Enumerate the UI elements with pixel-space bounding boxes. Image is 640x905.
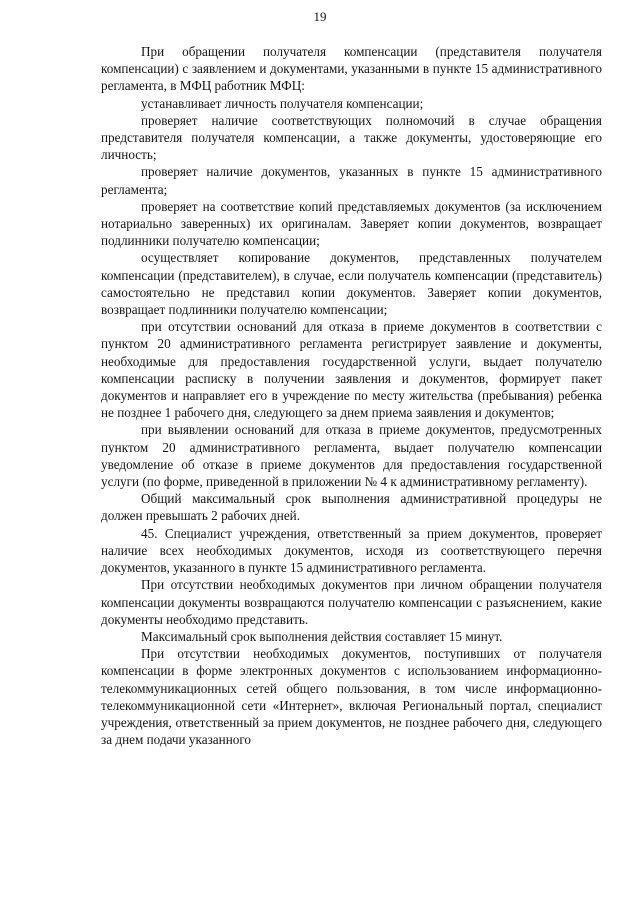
paragraph-12: Максимальный срок выполнения действия составляет 15 минут. (141, 628, 503, 644)
paragraph-2: устанавливает личность получателя компенсации; (141, 95, 424, 111)
document-body (101, 43, 602, 748)
paragraph-1: При обращении получателя компенсации (представителя получателя компенсации) с заявлением и документами, указанными в пункте 15 административного регламента, в МФЦ работник МФЦ: (101, 44, 602, 94)
paragraph-9: Общий максимальный срок выполнения административной процедуры не должен превышать 2 рабочих дней. (101, 491, 602, 524)
paragraph-5: проверяет на соответствие копий представляемых документов (за исключением нотариально заверенных) их оригиналам. Заверяет копии документов, возвращает подлинники получателю компенсации; (101, 198, 602, 249)
paragraph-10: 45. Специалист учреждения, ответственный за прием документов, проверяет наличие всех необходимых документов, исходя из соответствующего перечня документов, указанного в пункте 15 административного регламента. (101, 525, 602, 576)
paragraph-6: осуществляет копирование документов, представленных получателем компенсации (представителем), в случае, если получатель компенсации (представитель) самостоятельно не представил копии документов. Заверяет копии документов, возвращает подлинники получателю компенсации; (101, 250, 602, 318)
paragraph-4: проверяет наличие документов, указанных в пункте 15 административного регламента; (101, 164, 602, 197)
paragraph-8: при выявлении оснований для отказа в приеме документов, предусмотренных пунктом 20 административного регламента, выдает получателю компенсации уведомление об отказе в приеме документов для предоставления государственной услуги (по форме, приведенной в приложении № 4 к административному регламенту). (101, 422, 602, 490)
paragraph-3: проверяет наличие соответствующих полномочий в случае обращения представителя получателя компенсации, а также документы, удостоверяющие его личность; (101, 112, 602, 163)
paragraph-11: При отсутствии необходимых документов при личном обращении получателя компенсации документы возвращаются получателю компенсации с разъяснением, какие документы необходимо представить. (101, 577, 602, 627)
page-number: 19 (313, 9, 327, 24)
paragraph-13: При отсутствии необходимых документов, поступивших от получателя компенсации в форме электронных документов с использованием информационно-телекоммуникационных сетей общего пользования, в том числе информационно-телекоммуникационной сети «Интернет», включая Региональный портал, специалист учреждения, ответственный за прием документов, не позднее рабочего дня, следующего за днем подачи указанного (101, 646, 602, 748)
paragraph-7: при отсутствии оснований для отказа в приеме документов в соответствии с пунктом 20 административного регламента регистрирует заявление и документы, необходимые для предоставления государственной услуги, выдает получателю компенсации расписку в получении заявления и документов, формирует пакет документов и направляет его в учреждение по месту жительства (пребывания) ребенка не позднее 1 рабочего дня, следующего за днем приема заявления и документов; (101, 319, 602, 421)
